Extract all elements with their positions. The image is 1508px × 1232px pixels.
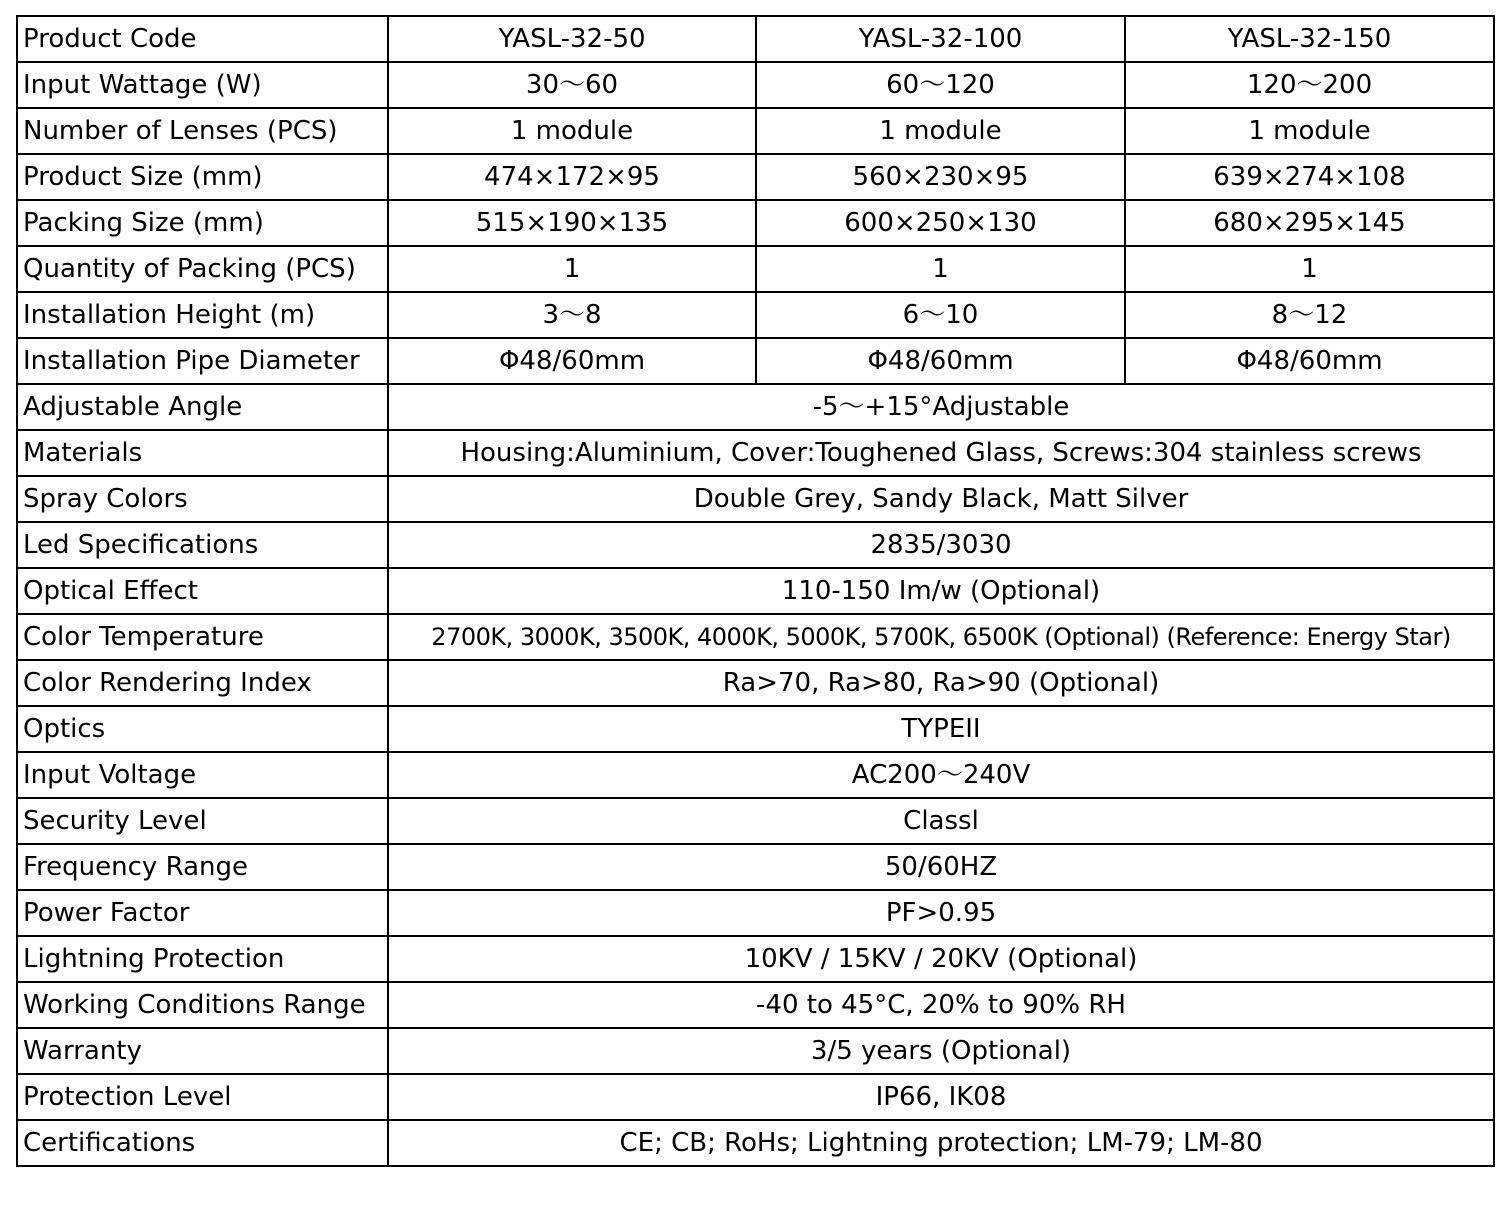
row-label: Spray Colors	[17, 476, 388, 522]
cell-value: PF>0.95	[388, 890, 1494, 936]
cell-value: IP66, IK08	[388, 1074, 1494, 1120]
cell-value: 10KV / 15KV / 20KV (Optional)	[388, 936, 1494, 982]
cell-value: 8～12	[1125, 292, 1494, 338]
row-label: Number of Lenses (PCS)	[17, 108, 388, 154]
model-code: YASL-32-150	[1125, 16, 1494, 62]
cell-value: 2835/3030	[388, 522, 1494, 568]
row-label: Led Specifications	[17, 522, 388, 568]
header-label: Product Code	[17, 16, 388, 62]
cell-value: 1 module	[1125, 108, 1494, 154]
cell-value: 1	[756, 246, 1125, 292]
cell-value: 50/60HZ	[388, 844, 1494, 890]
table-row	[17, 384, 1494, 430]
table-row	[17, 338, 1494, 384]
cell-value: 515×190×135	[388, 200, 756, 246]
cell-value: 60～120	[756, 62, 1125, 108]
row-label: Power Factor	[17, 890, 388, 936]
row-label: Frequency Range	[17, 844, 388, 890]
cell-value: 110-150 Im/w (Optional)	[388, 568, 1494, 614]
row-label: Input Voltage	[17, 752, 388, 798]
row-label: Input Wattage (W)	[17, 62, 388, 108]
table-row	[17, 246, 1494, 292]
row-label: Optics	[17, 706, 388, 752]
cell-value: 1	[388, 246, 756, 292]
table-row	[17, 1028, 1494, 1074]
row-label: Working Conditions Range	[17, 982, 388, 1028]
model-code: YASL-32-100	[756, 16, 1125, 62]
table-row	[17, 430, 1494, 476]
cell-value: 30～60	[388, 62, 756, 108]
row-label: Product Size (mm)	[17, 154, 388, 200]
table-row	[17, 844, 1494, 890]
cell-value: 3～8	[388, 292, 756, 338]
table-row	[17, 982, 1494, 1028]
table-row	[17, 798, 1494, 844]
cell-value: 1	[1125, 246, 1494, 292]
cell-value: 2700K, 3000K, 3500K, 4000K, 5000K, 5700K, 6500K (Optional) (Reference: Energy Star)	[388, 614, 1494, 660]
cell-value: 3/5 years (Optional)	[388, 1028, 1494, 1074]
model-code: YASL-32-50	[388, 16, 756, 62]
cell-value: 1 module	[388, 108, 756, 154]
cell-value: Classl	[388, 798, 1494, 844]
cell-value: Housing:Aluminium, Cover:Toughened Glass, Screws:304 stainless screws	[388, 430, 1494, 476]
table-row	[17, 890, 1494, 936]
row-label: Packing Size (mm)	[17, 200, 388, 246]
row-label: Optical Effect	[17, 568, 388, 614]
cell-value: Φ48/60mm	[756, 338, 1125, 384]
table-row	[17, 200, 1494, 246]
cell-value: 680×295×145	[1125, 200, 1494, 246]
table-row	[17, 660, 1494, 706]
table-row	[17, 108, 1494, 154]
table-row	[17, 1074, 1494, 1120]
row-label: Color Temperature	[17, 614, 388, 660]
table-row	[17, 1120, 1494, 1166]
cell-value: 560×230×95	[756, 154, 1125, 200]
row-label: Installation Pipe Diameter	[17, 338, 388, 384]
cell-value: -5～+15°Adjustable	[388, 384, 1494, 430]
table-row	[17, 706, 1494, 752]
row-label: Security Level	[17, 798, 388, 844]
cell-value: Ra>70, Ra>80, Ra>90 (Optional)	[388, 660, 1494, 706]
table-row	[17, 292, 1494, 338]
cell-value: Φ48/60mm	[1125, 338, 1494, 384]
cell-value: 1 module	[756, 108, 1125, 154]
cell-value: AC200～240V	[388, 752, 1494, 798]
row-label: Color Rendering Index	[17, 660, 388, 706]
cell-value: Φ48/60mm	[388, 338, 756, 384]
row-label: Certifications	[17, 1120, 388, 1166]
table-row	[17, 936, 1494, 982]
cell-value: -40 to 45°C, 20% to 90% RH	[388, 982, 1494, 1028]
cell-value: 600×250×130	[756, 200, 1125, 246]
spec-table	[16, 15, 1495, 1167]
table-row	[17, 614, 1494, 660]
table-row	[17, 568, 1494, 614]
table-header-row	[17, 16, 1494, 62]
table-row	[17, 522, 1494, 568]
cell-value: 120～200	[1125, 62, 1494, 108]
cell-value: CE; CB; RoHs; Lightning protection; LM-79; LM-80	[388, 1120, 1494, 1166]
row-label: Protection Level	[17, 1074, 388, 1120]
cell-value: Double Grey, Sandy Black, Matt Silver	[388, 476, 1494, 522]
table-row	[17, 62, 1494, 108]
row-label: Adjustable Angle	[17, 384, 388, 430]
cell-value: 474×172×95	[388, 154, 756, 200]
cell-value: 639×274×108	[1125, 154, 1494, 200]
row-label: Installation Height (m)	[17, 292, 388, 338]
table-row	[17, 752, 1494, 798]
row-label: Lightning Protection	[17, 936, 388, 982]
row-label: Materials	[17, 430, 388, 476]
table-row	[17, 154, 1494, 200]
row-label: Quantity of Packing (PCS)	[17, 246, 388, 292]
cell-value: 6～10	[756, 292, 1125, 338]
cell-value: TYPEII	[388, 706, 1494, 752]
table-row	[17, 476, 1494, 522]
row-label: Warranty	[17, 1028, 388, 1074]
